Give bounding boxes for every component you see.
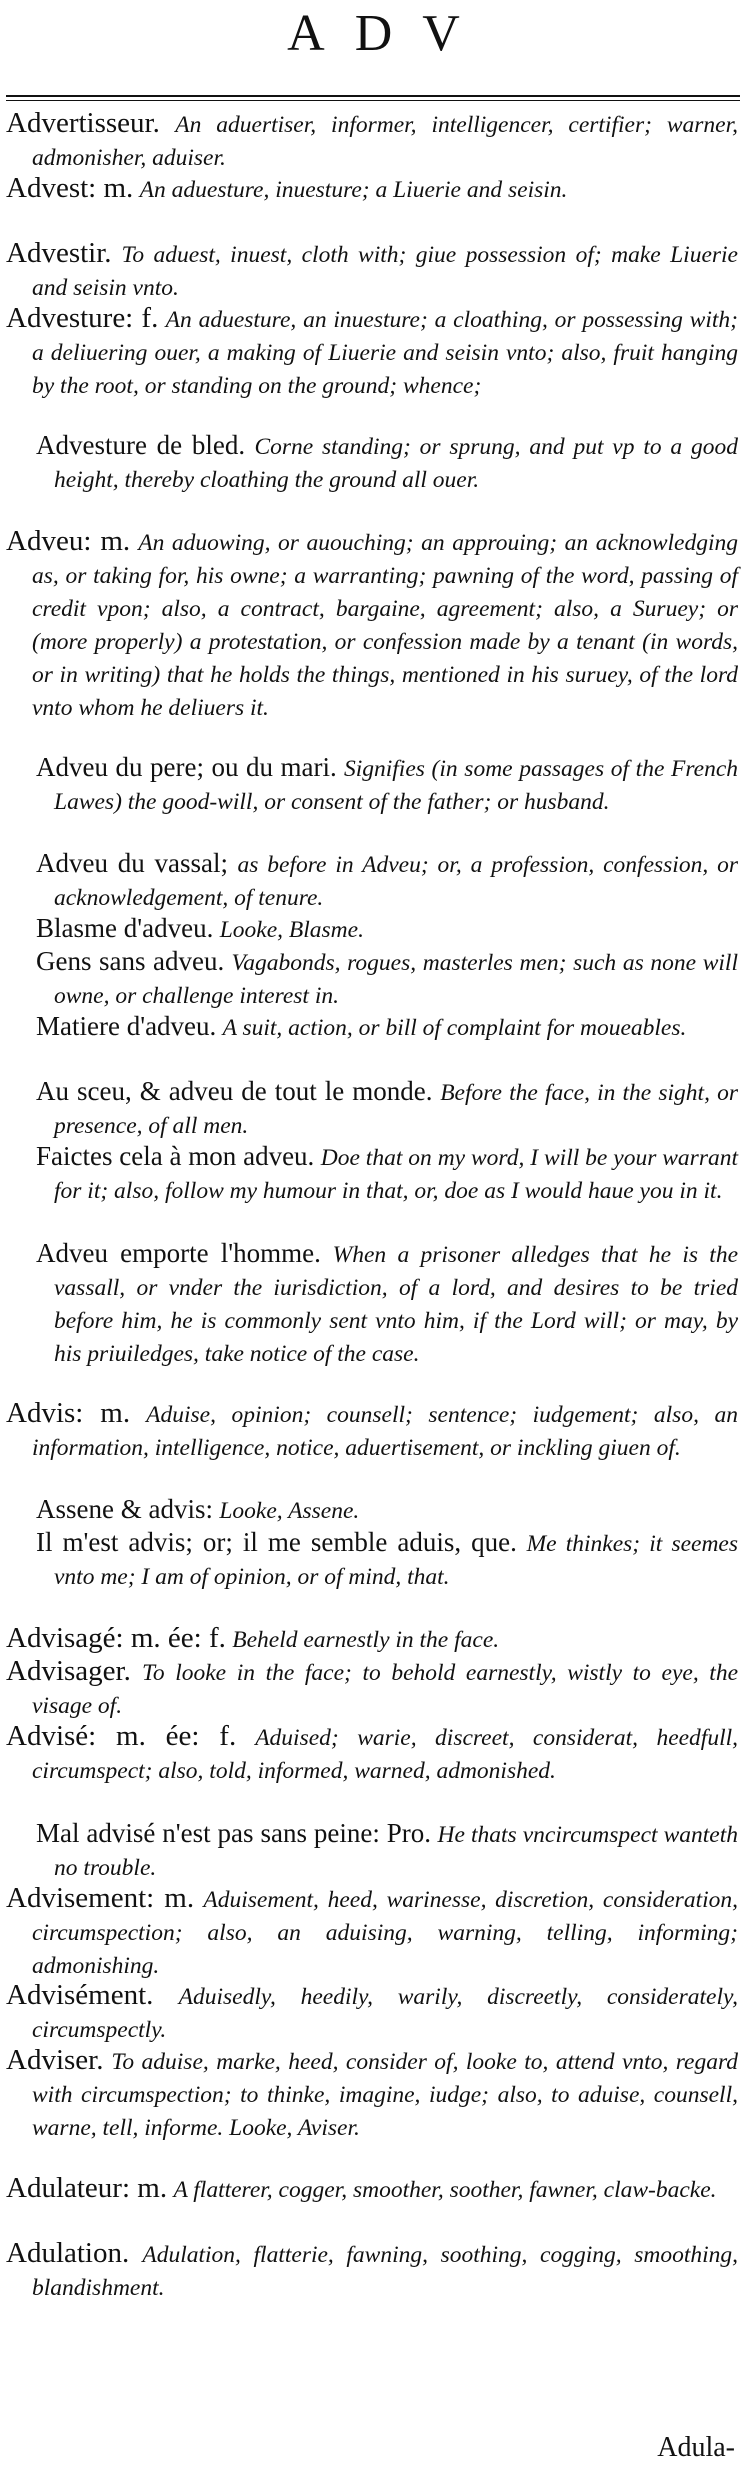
definition: He thats vncircumspect wanteth no trouble. <box>54 1822 739 1881</box>
entry-adveu-emporte <box>36 1238 738 1370</box>
definition: Me thinkes; it seemes vnto me; I am of opinion, or of mind, that. <box>54 1531 739 1590</box>
definition: Adulation, flatterie, fawning, soothing, cogging, smoothing, blandishment. <box>32 2242 739 2301</box>
headword: Mal advisé n'est pas sans peine: Pro. <box>36 1818 431 1848</box>
headword: Adveu: m. <box>6 525 131 557</box>
definition: Doe that on my word, I will be your warrant for it; also, follow my humour in that, or, doe as I would haue you in it. <box>54 1145 739 1204</box>
entry-advisement-adverb <box>6 1980 738 2046</box>
headword: Advisement: m. <box>6 1882 195 1914</box>
headword: Matiere d'adveu. <box>36 1011 217 1041</box>
entry-advisager <box>6 1656 738 1722</box>
entry-advest <box>6 173 738 206</box>
entry-advisement <box>6 1883 738 1982</box>
definition: To aduise, marke, heed, consider of, looke to, attend vnto, regard with circumspection; to thinke, imagine, iudge; also, to aduise, counsell, warne, tell, informe. Looke, Aviser. <box>32 2049 738 2141</box>
entry-gens-sans-adveu <box>36 946 738 1012</box>
definition: An aduesture, an inuesture; a cloathing, or possessing with; a deliuering ouer, a making of Liuerie and seisin vnto; also, fruit hanging by the root, or standing on the ground; whence; <box>32 307 738 399</box>
entry-advis <box>6 1398 738 1464</box>
definition: A flatterer, cogger, smoother, soother, fawner, claw-backe. <box>173 2177 717 2203</box>
definition: Aduise, opinion; counsell; sentence; iudgement; also, an information, intelligence, notice, aduertisement, or inckling giuen of. <box>32 1402 738 1461</box>
headword: Adveu emporte l'homme. <box>36 1238 321 1268</box>
definition: An aduertiser, informer, intelligencer, certifier; warner, admonisher, aduiser. <box>32 112 738 171</box>
headword: Faictes cela à mon adveu. <box>36 1141 315 1171</box>
definition: Aduisement, heed, warinesse, discretion, consideration, circumspection; also, an aduising, warning, telling, informing; admonishing. <box>32 1887 739 1979</box>
definition: An aduowing, or auouching; an approuing; an acknowledging as, or taking for, his owne; a warranting; pawning of the word, passing of credit vpon; also, a contract, bargaine, agreement; also, a Suruey; or (more properly) a protestation, or confession made by a tenant (in words, or in writing) that he holds the things, mentioned in his suruey, of the lord vnto whom he deliuers it. <box>32 530 739 721</box>
entry-blasme-dadveu <box>36 913 738 946</box>
header-rule-thin <box>6 100 740 101</box>
headword: Gens sans adveu. <box>36 946 225 976</box>
definition: Vagabonds, rogues, masterles men; such as none will owne, or challenge interest in. <box>54 950 738 1009</box>
headword: Au sceu, & adveu de tout le monde. <box>36 1076 433 1106</box>
entry-au-sceu <box>36 1076 738 1142</box>
headword: Adulateur: m. <box>6 2172 168 2204</box>
headword: Blasme d'adveu. <box>36 913 214 943</box>
headword: Advertisseur. <box>6 107 160 139</box>
entry-advesture <box>6 303 738 402</box>
entry-mal-advise <box>36 1818 738 1884</box>
entry-adulateur <box>6 2173 738 2206</box>
entry-advise <box>6 1721 738 1787</box>
definition: To looke in the face; to behold earnestly, wistly to eye, the visage of. <box>32 1660 738 1719</box>
definition: Looke, Assene. <box>219 1498 360 1524</box>
headword: Advest: m. <box>6 172 134 204</box>
headword: Advisé: m. ée: f. <box>6 1720 237 1752</box>
headword: Advis: m. <box>6 1397 131 1429</box>
entry-adveu <box>6 526 738 724</box>
definition: Beheld earnestly in the face. <box>232 1627 500 1653</box>
definition: Aduised; warie, discreet, considerat, heedfull, circumspect; also, told, informed, warned, admonished. <box>32 1725 739 1784</box>
definition: as before in Adveu; or, a profession, confession, or acknowledgement, of tenure. <box>54 852 739 911</box>
definition: When a prisoner alledges that he is the vassall, or vnder the iurisdiction, of a lord, and desires to be tried before him, he is commonly sent vnto him, if the Lord will; or may, by his priuiledges, take notice of the case. <box>54 1242 739 1367</box>
headword: Adulation. <box>6 2237 130 2269</box>
headword: Adveu du vassal; <box>36 848 229 878</box>
headword: Advisager. <box>6 1655 131 1687</box>
headword: Adveu du pere; ou du mari. <box>36 752 337 782</box>
entry-il-mest-advis <box>36 1527 738 1593</box>
entry-adveu-du-vassal <box>36 848 738 914</box>
page-header: ADV <box>287 5 490 62</box>
entry-advesture-de-bled <box>36 430 738 496</box>
headword: Adviser. <box>6 2044 104 2076</box>
definition: Looke, Blasme. <box>219 917 364 943</box>
entry-advisage <box>6 1623 738 1656</box>
headword: Advisément. <box>6 1979 154 2011</box>
entry-advertisseur <box>6 108 738 174</box>
definition: A suit, action, or bill of complaint for moueables. <box>222 1015 687 1041</box>
entry-adveu-du-pere <box>36 752 738 818</box>
entry-assene-advis <box>36 1494 738 1527</box>
definition: Corne standing; or sprung, and put vp to a good height, thereby cloathing the ground all ouer. <box>54 434 739 493</box>
entry-adulation <box>6 2238 738 2304</box>
headword: Advesture de bled. <box>36 430 246 460</box>
headword: Advestir. <box>6 237 112 269</box>
entry-faictes-cela <box>36 1141 738 1207</box>
headword: Advesture: f. <box>6 302 159 334</box>
catchword: Adula- <box>657 2432 735 2463</box>
definition: Aduisedly, heedily, warily, discreetly, considerately, circumspectly. <box>32 1984 739 2043</box>
entry-advestir <box>6 238 738 304</box>
header-rule <box>6 95 740 97</box>
definition: To aduest, inuest, cloth with; giue possession of; make Liuerie and seisin vnto. <box>32 242 738 301</box>
headword: Assene & advis: <box>36 1494 213 1524</box>
headword: Il m'est advis; or; il me semble aduis, que. <box>36 1527 517 1557</box>
definition: Before the face, in the sight, or presence, of all men. <box>54 1080 738 1139</box>
entry-adviser <box>6 2045 738 2144</box>
definition: Signifies (in some passages of the French Lawes) the good-will, or consent of the father; or husband. <box>54 756 739 815</box>
entry-matiere-dadveu <box>36 1011 738 1044</box>
headword: Advisagé: m. ée: f. <box>6 1622 226 1654</box>
definition: An aduesture, inuesture; a Liuerie and seisin. <box>139 177 568 203</box>
